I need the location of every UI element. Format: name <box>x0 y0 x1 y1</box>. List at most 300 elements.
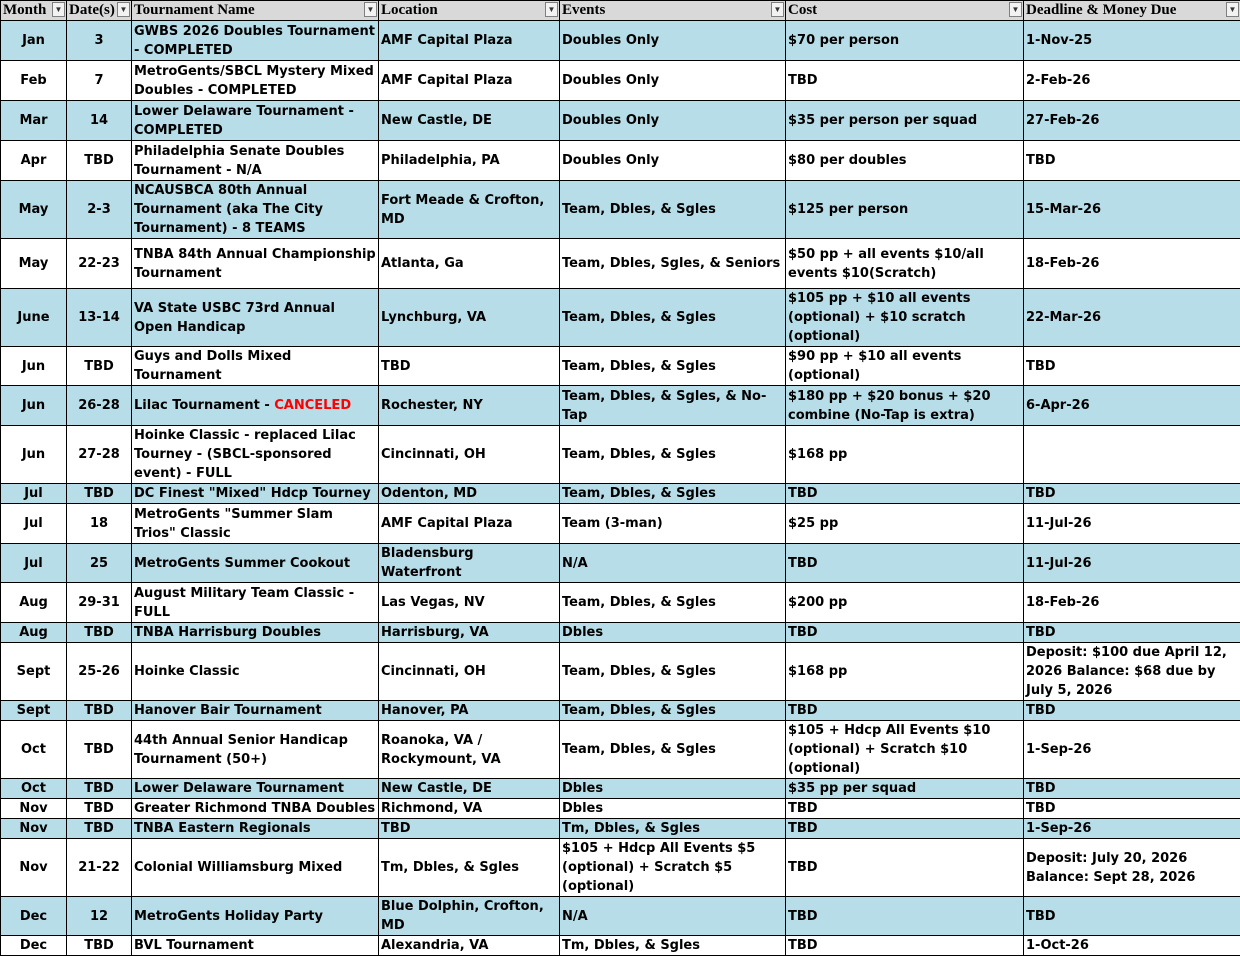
cell-tournament-name[interactable] <box>132 544 379 583</box>
cell-location[interactable] <box>379 721 560 779</box>
cell-text: Jul <box>24 486 43 501</box>
cell-location[interactable] <box>379 936 560 956</box>
cell-text: TBD <box>84 153 114 168</box>
cell-dates[interactable] <box>67 799 132 819</box>
cell-dates[interactable] <box>67 289 132 347</box>
cell-location[interactable] <box>379 484 560 504</box>
cell-text: Jun <box>22 359 45 374</box>
table-row <box>1 386 1240 426</box>
column-header-dates[interactable] <box>67 1 132 21</box>
cell-text: TBD <box>1026 703 1056 718</box>
table-row <box>1 936 1240 956</box>
cell-month[interactable] <box>1 779 67 799</box>
cell-month[interactable] <box>1 721 67 779</box>
cell-events[interactable] <box>560 936 786 956</box>
cell-text: TBD <box>1026 625 1056 640</box>
cell-text: Lynchburg, VA <box>381 310 486 325</box>
cell-events[interactable] <box>560 839 786 897</box>
cell-text: Jul <box>24 556 43 571</box>
cell-tournament-name[interactable] <box>132 61 379 101</box>
cell-location[interactable] <box>379 839 560 897</box>
cell-events[interactable] <box>560 426 786 484</box>
column-header-label: Month <box>3 2 46 18</box>
cell-events[interactable] <box>560 643 786 701</box>
table-row <box>1 141 1240 181</box>
cell-dates[interactable] <box>67 936 132 956</box>
column-header-deadline[interactable] <box>1024 1 1240 21</box>
cell-dates[interactable] <box>67 544 132 583</box>
cell-events[interactable] <box>560 544 786 583</box>
cell-month[interactable] <box>1 897 67 936</box>
cell-tournament-name[interactable] <box>132 779 379 799</box>
cell-tournament-name[interactable] <box>132 484 379 504</box>
table-row <box>1 239 1240 289</box>
cell-text: Philadelphia Senate Doubles Tournament - N/A <box>134 144 344 178</box>
cell-text: Guys and Dolls Mixed Tournament <box>134 349 291 383</box>
cell-month[interactable] <box>1 819 67 839</box>
cell-cost[interactable] <box>786 141 1024 181</box>
table-row <box>1 484 1240 504</box>
table-row <box>1 504 1240 544</box>
cell-month[interactable] <box>1 386 67 426</box>
cell-location[interactable] <box>379 819 560 839</box>
cell-text: Nov <box>19 801 47 816</box>
cell-text: $105 + Hdcp All Events $5 (optional) + Scratch $5 (optional) <box>562 841 755 894</box>
cell-text: 11-Jul-26 <box>1026 556 1092 571</box>
table-row <box>1 289 1240 347</box>
table-row <box>1 101 1240 141</box>
cell-text: Doubles Only <box>562 153 659 168</box>
cell-month[interactable] <box>1 583 67 623</box>
cell-cost[interactable] <box>786 583 1024 623</box>
cell-text: Greater Richmond TNBA Doubles <box>134 801 375 816</box>
cell-cost[interactable] <box>786 839 1024 897</box>
column-header-label: Tournament Name <box>134 2 255 18</box>
cell-text: TBD <box>1026 153 1056 168</box>
cell-text: Odenton, MD <box>381 486 477 501</box>
cell-text: 22-23 <box>78 256 120 271</box>
cell-text: Bladensburg Waterfront <box>381 546 474 580</box>
cell-text: Colonial Williamsburg Mixed <box>134 860 342 875</box>
cell-text: Las Vegas, NV <box>381 595 485 610</box>
cell-events[interactable] <box>560 623 786 643</box>
cell-tournament-name[interactable] <box>132 839 379 897</box>
cell-cost[interactable] <box>786 504 1024 544</box>
cell-events[interactable] <box>560 239 786 289</box>
cell-dates[interactable] <box>67 779 132 799</box>
cell-events[interactable] <box>560 721 786 779</box>
cell-dates[interactable] <box>67 347 132 386</box>
dropdown-arrow-icon[interactable]: ▼ <box>545 2 558 17</box>
cell-month[interactable] <box>1 643 67 701</box>
cell-cost[interactable] <box>786 819 1024 839</box>
cell-location[interactable] <box>379 643 560 701</box>
cell-location[interactable] <box>379 386 560 426</box>
cell-location[interactable] <box>379 623 560 643</box>
cell-text: 1-Sep-26 <box>1026 742 1091 757</box>
cell-tournament-name[interactable] <box>132 426 379 484</box>
cell-text: BVL Tournament <box>134 938 254 953</box>
table-row <box>1 623 1240 643</box>
cell-tournament-name[interactable] <box>132 239 379 289</box>
cell-month[interactable] <box>1 347 67 386</box>
cell-location[interactable] <box>379 61 560 101</box>
cell-events[interactable] <box>560 141 786 181</box>
cell-deadline[interactable] <box>1024 289 1240 347</box>
cell-tournament-name[interactable] <box>132 583 379 623</box>
cell-tournament-name[interactable] <box>132 504 379 544</box>
cell-text: Deposit: July 20, 2026 Balance: Sept 28, 2026 <box>1026 851 1195 885</box>
cell-events[interactable] <box>560 779 786 799</box>
cell-text: $35 per person per squad <box>788 113 977 128</box>
cell-deadline[interactable] <box>1024 61 1240 101</box>
cell-cost[interactable] <box>786 484 1024 504</box>
column-header-cost[interactable] <box>786 1 1024 21</box>
cell-deadline[interactable] <box>1024 643 1240 701</box>
cell-deadline[interactable] <box>1024 819 1240 839</box>
cell-tournament-name[interactable] <box>132 623 379 643</box>
cell-month[interactable] <box>1 623 67 643</box>
dropdown-arrow-icon[interactable]: ▼ <box>117 2 130 17</box>
cell-cost[interactable] <box>786 101 1024 141</box>
cell-dates[interactable] <box>67 897 132 936</box>
cell-dates[interactable] <box>67 623 132 643</box>
cell-deadline[interactable] <box>1024 583 1240 623</box>
cell-text: 22-Mar-26 <box>1026 310 1101 325</box>
cell-month[interactable] <box>1 701 67 721</box>
cell-text: 1-Sep-26 <box>1026 821 1091 836</box>
cell-location[interactable] <box>379 544 560 583</box>
cell-text: Jul <box>24 516 43 531</box>
dropdown-arrow-icon[interactable]: ▼ <box>771 2 784 17</box>
cell-text: AMF Capital Plaza <box>381 73 513 88</box>
cell-text: TBD <box>84 359 114 374</box>
cell-text: VA State USBC 73rd Annual Open Handicap <box>134 301 335 335</box>
cell-deadline[interactable] <box>1024 799 1240 819</box>
cell-events[interactable] <box>560 347 786 386</box>
cell-month[interactable] <box>1 21 67 61</box>
cell-dates[interactable] <box>67 643 132 701</box>
table-row <box>1 897 1240 936</box>
cell-text: 2-Feb-26 <box>1026 73 1090 88</box>
cell-month[interactable] <box>1 504 67 544</box>
cell-events[interactable] <box>560 484 786 504</box>
cell-text: Team, Dbles, & Sgles <box>562 664 716 679</box>
cell-deadline[interactable] <box>1024 504 1240 544</box>
cell-cost[interactable] <box>786 21 1024 61</box>
cell-deadline[interactable] <box>1024 701 1240 721</box>
cell-deadline[interactable] <box>1024 721 1240 779</box>
cell-dates[interactable] <box>67 101 132 141</box>
cell-cost[interactable] <box>786 61 1024 101</box>
column-header-events[interactable] <box>560 1 786 21</box>
cell-text: TBD <box>84 781 114 796</box>
cell-tournament-name[interactable] <box>132 21 379 61</box>
cell-text: $105 pp + $10 all events (optional) + $10 scratch (optional) <box>788 291 970 344</box>
cell-location[interactable] <box>379 583 560 623</box>
cell-text: New Castle, DE <box>381 113 492 128</box>
cell-text: 7 <box>94 73 103 88</box>
cell-cost[interactable] <box>786 897 1024 936</box>
cell-dates[interactable] <box>67 701 132 721</box>
cell-dates[interactable] <box>67 141 132 181</box>
cell-location[interactable] <box>379 181 560 239</box>
cell-cost[interactable] <box>786 623 1024 643</box>
cell-deadline[interactable] <box>1024 347 1240 386</box>
cell-cost[interactable] <box>786 239 1024 289</box>
cell-text: TBD <box>788 486 818 501</box>
table-row <box>1 799 1240 819</box>
cell-month[interactable] <box>1 799 67 819</box>
cell-events[interactable] <box>560 799 786 819</box>
cell-month[interactable] <box>1 426 67 484</box>
cell-month[interactable] <box>1 936 67 956</box>
table-row <box>1 583 1240 623</box>
cell-text: Hoinke Classic - replaced Lilac Tourney - (SBCL-sponsored event) - FULL <box>134 428 356 481</box>
cell-cost[interactable] <box>786 544 1024 583</box>
cell-text: 13-14 <box>78 310 120 325</box>
cell-location[interactable] <box>379 779 560 799</box>
cell-text: 12 <box>90 909 108 924</box>
cell-text: TBD <box>84 742 114 757</box>
cell-deadline[interactable] <box>1024 386 1240 426</box>
cell-text: Roanoka, VA / Rockymount, VA <box>381 733 501 767</box>
cell-text: 21-22 <box>78 860 120 875</box>
table-body <box>1 21 1240 956</box>
cell-location[interactable] <box>379 21 560 61</box>
cell-text: Atlanta, Ga <box>381 256 464 271</box>
cell-text: 29-31 <box>78 595 120 610</box>
cell-text: 6-Apr-26 <box>1026 398 1090 413</box>
cell-events[interactable] <box>560 181 786 239</box>
cell-events[interactable] <box>560 504 786 544</box>
cell-cost[interactable] <box>786 289 1024 347</box>
cell-events[interactable] <box>560 289 786 347</box>
cell-deadline[interactable] <box>1024 101 1240 141</box>
cell-cost[interactable] <box>786 936 1024 956</box>
cell-text: $25 pp <box>788 516 838 531</box>
table-row <box>1 721 1240 779</box>
cell-cost[interactable] <box>786 181 1024 239</box>
cell-text: $70 per person <box>788 33 899 48</box>
cell-text: Cincinnati, OH <box>381 447 486 462</box>
cell-text: N/A <box>562 909 588 924</box>
column-header-location[interactable] <box>379 1 560 21</box>
cell-text: DC Finest "Mixed" Hdcp Tourney <box>134 486 371 501</box>
cell-deadline[interactable] <box>1024 839 1240 897</box>
cell-text: 25-26 <box>78 664 120 679</box>
cell-text: Richmond, VA <box>381 801 482 816</box>
cell-dates[interactable] <box>67 583 132 623</box>
cell-events[interactable] <box>560 61 786 101</box>
cell-tournament-name[interactable] <box>132 936 379 956</box>
cell-text: Apr <box>21 153 47 168</box>
cell-tournament-name[interactable] <box>132 386 379 426</box>
cell-deadline[interactable] <box>1024 897 1240 936</box>
cell-location[interactable] <box>379 289 560 347</box>
cell-dates[interactable] <box>67 386 132 426</box>
cell-events[interactable] <box>560 819 786 839</box>
cell-dates[interactable] <box>67 181 132 239</box>
cell-events[interactable] <box>560 583 786 623</box>
cell-deadline[interactable] <box>1024 239 1240 289</box>
cell-events[interactable] <box>560 386 786 426</box>
cell-text: TBD <box>788 801 818 816</box>
cell-cost[interactable] <box>786 643 1024 701</box>
column-header-month[interactable] <box>1 1 67 21</box>
cell-tournament-name[interactable] <box>132 289 379 347</box>
cell-dates[interactable] <box>67 239 132 289</box>
cell-text: TBD <box>1026 359 1056 374</box>
cell-dates[interactable] <box>67 61 132 101</box>
cell-location[interactable] <box>379 799 560 819</box>
cell-dates[interactable] <box>67 721 132 779</box>
cell-text: Oct <box>21 781 46 796</box>
table-row <box>1 544 1240 583</box>
cell-text: 14 <box>90 113 108 128</box>
cell-month[interactable] <box>1 181 67 239</box>
cell-location[interactable] <box>379 141 560 181</box>
cell-location[interactable] <box>379 347 560 386</box>
cell-deadline[interactable] <box>1024 484 1240 504</box>
dropdown-arrow-icon[interactable]: ▼ <box>1009 2 1022 17</box>
cell-text: Hoinke Classic <box>134 664 240 679</box>
cell-text: Feb <box>20 73 46 88</box>
cell-events[interactable] <box>560 701 786 721</box>
cell-text: 26-28 <box>78 398 120 413</box>
cell-dates[interactable] <box>67 484 132 504</box>
cell-tournament-name[interactable] <box>132 819 379 839</box>
cell-tournament-name[interactable] <box>132 799 379 819</box>
cell-text: 18 <box>90 516 108 531</box>
cell-month[interactable] <box>1 544 67 583</box>
cell-events[interactable] <box>560 21 786 61</box>
cell-month[interactable] <box>1 239 67 289</box>
cell-deadline[interactable] <box>1024 936 1240 956</box>
cell-text: TBD <box>1026 909 1056 924</box>
cell-month[interactable] <box>1 289 67 347</box>
cell-dates[interactable] <box>67 839 132 897</box>
cell-tournament-name[interactable] <box>132 721 379 779</box>
table-row <box>1 21 1240 61</box>
cell-dates[interactable] <box>67 504 132 544</box>
cell-text: TBD <box>84 703 114 718</box>
cell-text: AMF Capital Plaza <box>381 33 513 48</box>
cell-text: Deposit: $100 due April 12, 2026 Balance: $68 due by July 5, 2026 <box>1026 645 1227 698</box>
table-row <box>1 819 1240 839</box>
cell-text: Tm, Dbles, & Sgles <box>562 821 700 836</box>
cell-text: Tm, Dbles, & Sgles <box>381 860 519 875</box>
cell-text: MetroGents Summer Cookout <box>134 556 350 571</box>
cell-month[interactable] <box>1 141 67 181</box>
cell-text: Fort Meade & Crofton, MD <box>381 193 544 227</box>
cell-events[interactable] <box>560 101 786 141</box>
cell-cost[interactable] <box>786 701 1024 721</box>
cell-text: Team, Dbles, Sgles, & Seniors <box>562 256 780 271</box>
cell-location[interactable] <box>379 701 560 721</box>
cell-text: 15-Mar-26 <box>1026 202 1101 217</box>
cell-location[interactable] <box>379 897 560 936</box>
cell-deadline[interactable] <box>1024 779 1240 799</box>
cell-cost[interactable] <box>786 426 1024 484</box>
cell-text: Doubles Only <box>562 73 659 88</box>
cell-deadline[interactable] <box>1024 141 1240 181</box>
cell-tournament-name[interactable] <box>132 101 379 141</box>
cell-tournament-name[interactable] <box>132 141 379 181</box>
cell-cost[interactable] <box>786 386 1024 426</box>
cell-text: Dbles <box>562 625 603 640</box>
cell-text: Harrisburg, VA <box>381 625 489 640</box>
cell-tournament-name[interactable] <box>132 701 379 721</box>
cell-text: 27-Feb-26 <box>1026 113 1099 128</box>
header-row <box>1 1 1240 21</box>
cell-cost[interactable] <box>786 799 1024 819</box>
dropdown-arrow-icon[interactable]: ▼ <box>1226 2 1239 17</box>
cell-text: $35 pp per squad <box>788 781 916 796</box>
dropdown-arrow-icon[interactable]: ▼ <box>52 2 65 17</box>
cell-tournament-name[interactable] <box>132 897 379 936</box>
cell-text: May <box>19 202 49 217</box>
cell-text: Blue Dolphin, Crofton, MD <box>381 899 544 933</box>
cell-text: Lower Delaware Tournament - COMPLETED <box>134 104 354 138</box>
cell-tournament-name[interactable] <box>132 181 379 239</box>
cell-location[interactable] <box>379 101 560 141</box>
cell-text: Team, Dbles, & Sgles <box>562 310 716 325</box>
cell-deadline[interactable] <box>1024 623 1240 643</box>
cell-text: TBD <box>788 625 818 640</box>
cell-text: NCAUSBCA 80th Annual Tournament (aka The City Tournament) - 8 TEAMS <box>134 183 323 236</box>
cell-text: TBD <box>84 801 114 816</box>
cell-cost[interactable] <box>786 721 1024 779</box>
cell-cost[interactable] <box>786 779 1024 799</box>
cell-text: $168 pp <box>788 664 847 679</box>
cell-deadline[interactable] <box>1024 21 1240 61</box>
cell-text: $180 pp + $20 bonus + $20 combine (No-Tap is extra) <box>788 389 991 423</box>
cell-month[interactable] <box>1 484 67 504</box>
cell-deadline[interactable] <box>1024 426 1240 484</box>
cell-text: TNBA Eastern Regionals <box>134 821 311 836</box>
cell-location[interactable] <box>379 239 560 289</box>
cell-dates[interactable] <box>67 819 132 839</box>
cell-text: Team, Dbles, & Sgles <box>562 742 716 757</box>
cell-cost[interactable] <box>786 347 1024 386</box>
dropdown-arrow-icon[interactable]: ▼ <box>364 2 377 17</box>
cell-text: Cincinnati, OH <box>381 664 486 679</box>
cell-events[interactable] <box>560 897 786 936</box>
cell-text: June <box>17 310 49 325</box>
cell-month[interactable] <box>1 839 67 897</box>
cell-text: 18-Feb-26 <box>1026 595 1099 610</box>
cell-location[interactable] <box>379 426 560 484</box>
cell-deadline[interactable] <box>1024 181 1240 239</box>
cell-text: MetroGents Holiday Party <box>134 909 323 924</box>
cell-text: Team, Dbles, & Sgles <box>562 703 716 718</box>
cell-month[interactable] <box>1 101 67 141</box>
cell-text: Lilac Tournament - <box>134 398 274 413</box>
column-header-tournament-name[interactable] <box>132 1 379 21</box>
cell-tournament-name[interactable] <box>132 643 379 701</box>
cell-text: TBD <box>84 821 114 836</box>
cell-dates[interactable] <box>67 426 132 484</box>
cell-text: 1-Nov-25 <box>1026 33 1092 48</box>
cell-location[interactable] <box>379 504 560 544</box>
cell-deadline[interactable] <box>1024 544 1240 583</box>
cell-dates[interactable] <box>67 21 132 61</box>
cell-text: Tm, Dbles, & Sgles <box>562 938 700 953</box>
cell-month[interactable] <box>1 61 67 101</box>
cell-text: TBD <box>1026 486 1056 501</box>
cell-tournament-name[interactable] <box>132 347 379 386</box>
